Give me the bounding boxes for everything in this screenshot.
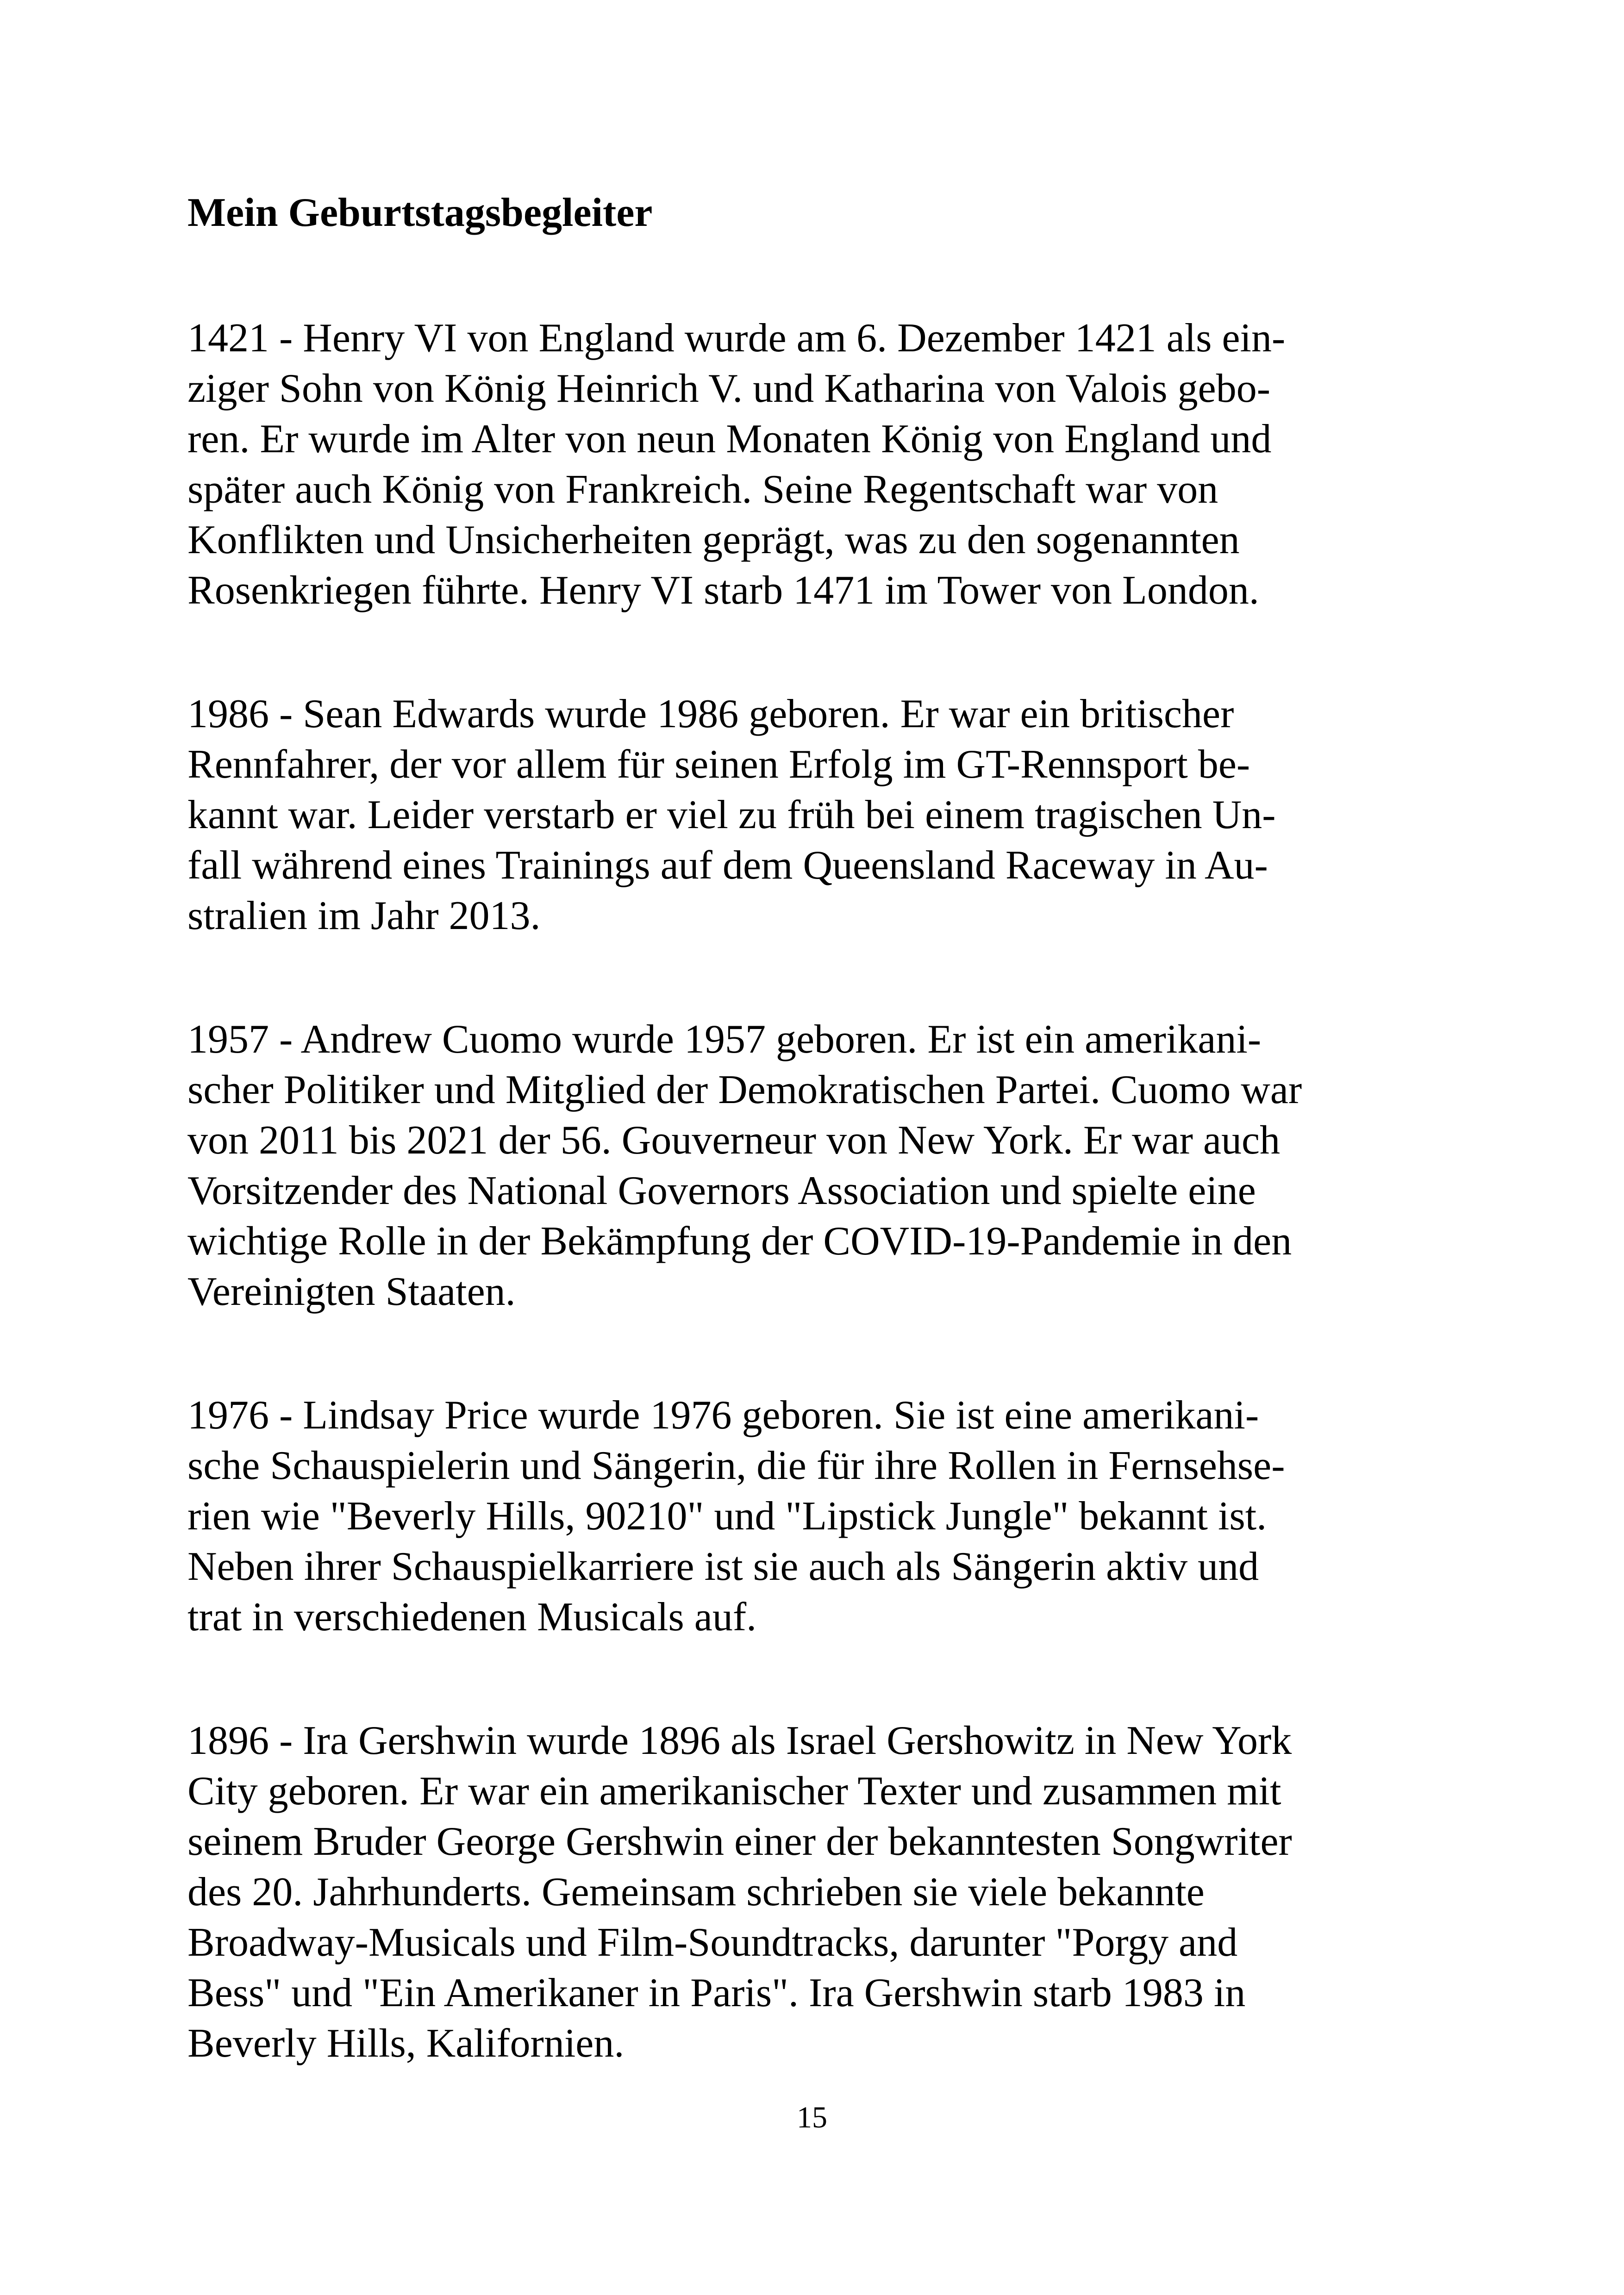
text-line: wichtige Rolle in der Bekämpfung der COVID-19-Pandemie in den [187,1219,1292,1264]
page-title: Mein Geburtstagsbegleiter [187,190,653,235]
text-line: 1976 - Lindsay Price wurde 1976 geboren. Sie ist eine amerikani- [187,1393,1259,1438]
entry-paragraph-1896 [187,1715,1447,2069]
text-line: Beverly Hills, Kalifornien. [187,2021,625,2066]
text-line: trat in verschiedenen Musicals auf. [187,1595,757,1640]
text-line: fall während eines Trainings auf dem Queensland Raceway in Au- [187,843,1268,888]
text-line: City geboren. Er war ein amerikanischer Texter und zusammen mit [187,1769,1281,1814]
text-line: Bess" und "Ein Amerikaner in Paris". Ira Gershwin starb 1983 in [187,1971,1246,2015]
text-line: Rennfahrer, der vor allem für seinen Erfolg im GT-Rennsport be- [187,742,1250,787]
text-line: stralien im Jahr 2013. [187,893,541,938]
text-line: ziger Sohn von König Heinrich V. und Katharina von Valois gebo- [187,366,1271,411]
text-line: 1896 - Ira Gershwin wurde 1896 als Israel Gershowitz in New York [187,1718,1292,1763]
entry-paragraph-1986 [187,689,1447,941]
text-line: Konflikten und Unsicherheiten geprägt, was zu den sogenannten [187,518,1240,562]
page-content [187,185,1447,2069]
text-line: ren. Er wurde im Alter von neun Monaten König von England und [187,417,1272,461]
text-line: rien wie "Beverly Hills, 90210" und "Lipstick Jungle" bekannt ist. [187,1494,1267,1539]
entry-paragraph-1421 [187,313,1447,616]
entry-paragraph-1957 [187,1014,1447,1317]
text-line: kannt war. Leider verstarb er viel zu früh bei einem tragischen Un- [187,792,1276,837]
text-line: scher Politiker und Mitglied der Demokratischen Partei. Cuomo war [187,1067,1302,1112]
text-line: des 20. Jahrhunderts. Gemeinsam schrieben sie viele bekannte [187,1870,1205,1915]
text-line: seinem Bruder George Gershwin einer der bekanntesten Songwriter [187,1819,1292,1864]
text-line: sche Schauspielerin und Sängerin, die für ihre Rollen in Fernsehse- [187,1443,1285,1488]
text-line: 1421 - Henry VI von England wurde am 6. Dezember 1421 als ein- [187,316,1286,361]
page-number: 15 [797,2101,827,2134]
entry-paragraph-1976 [187,1390,1447,1642]
text-line: später auch König von Frankreich. Seine Regentschaft war von [187,467,1218,512]
text-line: Vereinigten Staaten. [187,1269,516,1314]
text-line: Rosenkriegen führte. Henry VI starb 1471 im Tower von London. [187,568,1259,613]
text-line: Broadway-Musicals und Film-Soundtracks, darunter "Porgy and [187,1920,1238,1965]
text-line: Neben ihrer Schauspielkarriere ist sie auch als Sängerin aktiv und [187,1544,1259,1589]
text-line: von 2011 bis 2021 der 56. Gouverneur von New York. Er war auch [187,1118,1280,1163]
text-line: 1986 - Sean Edwards wurde 1986 geboren. Er war ein britischer [187,692,1234,736]
text-line: 1957 - Andrew Cuomo wurde 1957 geboren. Er ist ein amerikani- [187,1017,1262,1062]
text-line: Vorsitzender des National Governors Association und spielte eine [187,1168,1256,1213]
